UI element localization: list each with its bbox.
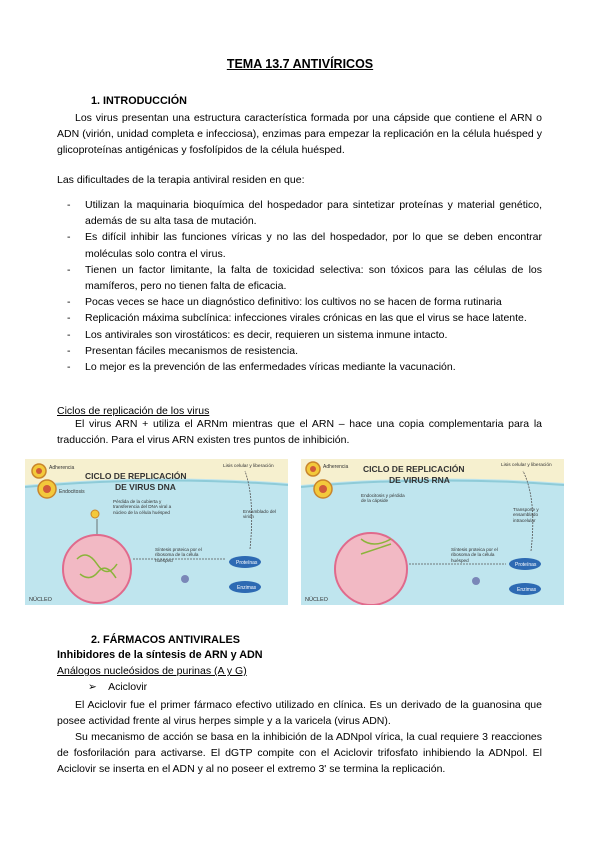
aciclovir-paragraph-1: [57, 697, 542, 729]
intro-text: Los virus presentan una estructura característica formada por una cápside que contiene el ARN o ADN (virión, unidad completa e infecciosa), enzimas para empezar la replicación en la célula huésped y glicoproteínas antigénicas y fosfolípidos de la célula huésped.: [57, 112, 542, 157]
aciclovir-text-2: Su mecanismo de acción se basa en la inhibición de la ADNpol vírica, la cual requiere 3 reacciones de fosforilación para activarse. El dGTP compite con el Aciclovir trifosfato inhibiendo la ADNpol. El Aciclovir se inserta en el ADN y al no poseer el extremo 3' se termina la replicación.: [57, 731, 542, 776]
aciclovir-paragraph-2: [57, 729, 542, 778]
diagram-title-line1: CICLO DE REPLICACIÓN: [85, 471, 187, 481]
diagram-title-line2: DE VIRUS DNA: [115, 482, 176, 492]
cycles-text: El virus ARN + utiliza el ARNm mientras que el ARN – hace una copia complementaria para la traducción. Para el virus ARN existen tres puntos de inhibición.: [57, 418, 542, 447]
list-item: - Es difícil inhibir las funciones víricas y no las del hospedador, por lo que se deben encontrar moléculas solo contra el virus.: [57, 229, 542, 261]
list-item: - Tienen un factor limitante, la falta de toxicidad selectiva: son tóxicos para las células de los mamíferos, pero no tienen falta de eficacia.: [57, 262, 542, 294]
section-heading-introduccion: 1. INTRODUCCIÓN: [91, 95, 187, 107]
dna-diagram-svg: [25, 459, 288, 605]
dna-replication-diagram: [25, 459, 288, 605]
label-adherencia: Adherencia: [323, 464, 349, 470]
label-transporte: Transporte y ensamblado intracelular: [513, 507, 539, 523]
label-enzimas: Enzimas: [237, 585, 257, 591]
label-perdida: Pérdida de la cubierta y transferencia del DNA viral a núcleo de la célula huésped: [113, 499, 172, 515]
label-nucleo: NÚCLEO: [305, 597, 328, 603]
arrow-bullet-icon: ➢: [88, 681, 97, 693]
label-enzimas: Enzimas: [517, 587, 537, 593]
list-item: - Los antivirales son virostáticos: es decir, requieren un sistema inmune intacto.: [57, 327, 542, 343]
section-heading-farmacos: 2. FÁRMACOS ANTIVIRALES: [91, 634, 240, 646]
aciclovir-text-1: El Aciclovir fue el primer fármaco efectivo utilizado en clínica. Es un derivado de la guanosina que posee actividad frente al virus herpes simple y a la varicela (virus ADN).: [57, 699, 542, 728]
diagram-title-line2: DE VIRUS RNA: [389, 475, 450, 485]
label-nucleo: NÚCLEO: [29, 597, 52, 603]
drug-name: Aciclovir: [108, 681, 148, 693]
label-endocitosis: Endocitosis: [59, 489, 85, 495]
nucleus-icon: [63, 535, 131, 603]
rna-diagram-svg: [301, 459, 564, 605]
label-ensamblado: Ensamblado del virión: [243, 509, 276, 520]
cycles-paragraph: [57, 416, 542, 448]
list-item: - Pocas veces se hace un diagnóstico definitivo: los cultivos no se hacen de forma rutinaria: [57, 294, 542, 310]
label-lisis: Lisis celular y liberación: [223, 464, 274, 469]
subheading-inhibidores: Inhibidores de la síntesis de ARN y ADN: [57, 649, 263, 661]
subheading-analogos: Análogos nucleósidos de purinas (A y G): [57, 665, 247, 677]
difficulties-intro: Las dificultades de la terapia antiviral residen en que:: [57, 174, 305, 186]
drug-item: [88, 681, 147, 693]
list-item: - Presentan fáciles mecanismos de resistencia.: [57, 343, 542, 359]
label-adherencia: Adherencia: [49, 465, 75, 471]
list-item: - Lo mejor es la prevención de las enfermedades víricas mediante la vacunación.: [57, 359, 542, 375]
intro-paragraph: [57, 110, 542, 159]
diagram-title-line1: CICLO DE REPLICACIÓN: [363, 464, 465, 474]
label-sintesis: Síntesis proteica por el ribosoma de la célula huésped: [451, 547, 498, 563]
list-item: - Replicación máxima subclínica: infecciones virales crónicas en las que el virus se hace latente.: [57, 310, 542, 326]
page-title: TEMA 13.7 ANTIVÍRICOS: [226, 57, 374, 71]
label-lisis: Lisis celular y liberación: [501, 463, 552, 468]
cycles-heading: Ciclos de replicación de los virus: [57, 405, 210, 417]
rna-replication-diagram: [301, 459, 564, 605]
label-proteinas: Proteínas: [236, 560, 258, 566]
difficulties-list: [57, 197, 542, 375]
label-proteinas: Proteínas: [515, 562, 537, 568]
label-sintesis: Síntesis proteica por el ribosoma de la célula huésped: [155, 547, 202, 563]
label-endocitosis: Endocitosis y pérdida de la cápside: [361, 493, 405, 504]
list-item: - Utilizan la maquinaria bioquímica del hospedador para sintetizar proteínas y material genético, además de su alta tasa de mutación.: [57, 197, 542, 229]
